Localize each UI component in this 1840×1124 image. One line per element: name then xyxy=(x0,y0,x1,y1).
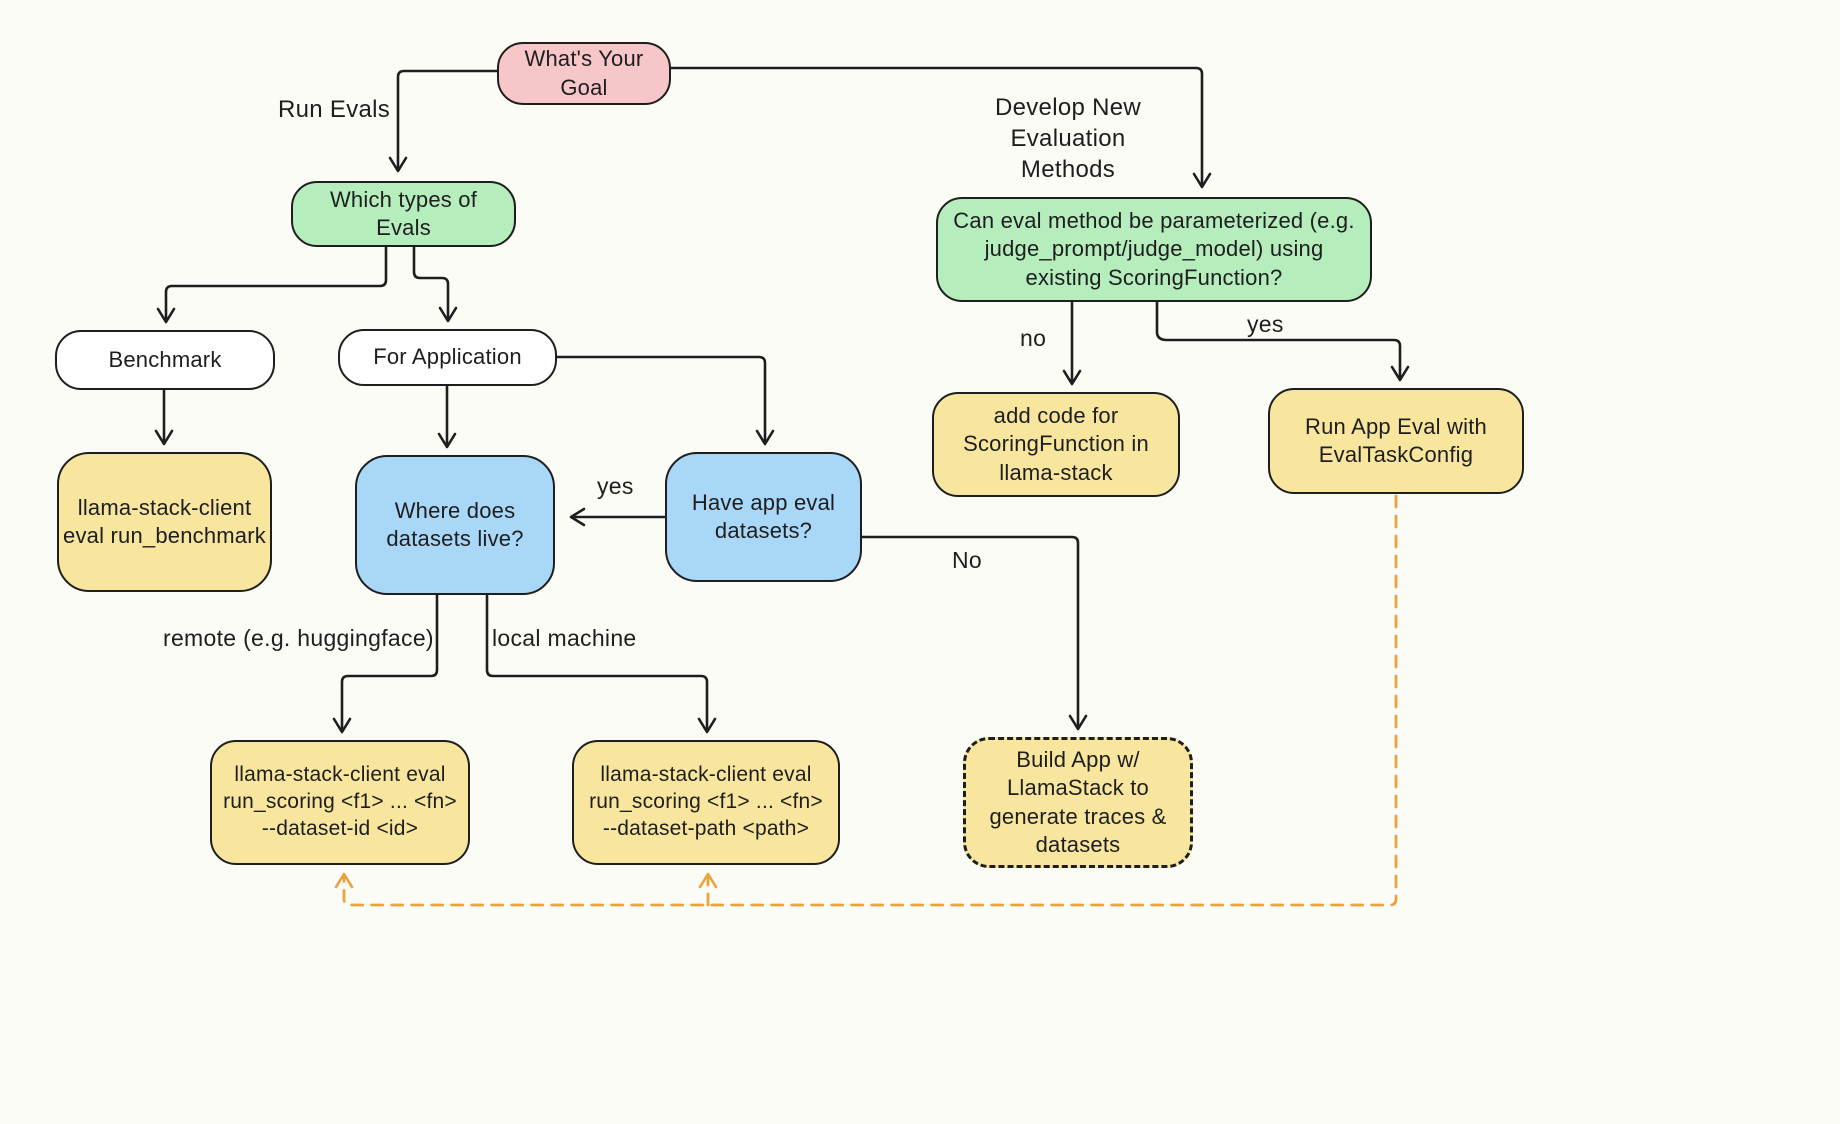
node-text: Benchmark xyxy=(108,346,222,372)
arrow-for-application-to-have-datasets xyxy=(557,357,765,443)
node-text: ScoringFunction in xyxy=(963,431,1149,457)
arrow-where-datasets-local-to-run-scoring-path xyxy=(487,595,707,731)
node-where-does-datasets-live xyxy=(355,455,555,595)
node-text: Have app eval xyxy=(691,489,836,515)
node-run-app-eval-with-evaltaskconfig xyxy=(1268,388,1524,494)
node-text: --dataset-id <id> xyxy=(261,816,419,840)
node-text: datasets live? xyxy=(386,526,524,551)
node-text: run_scoring <f1> ... <fn> xyxy=(589,790,823,814)
node-text: run_scoring <f1> ... <fn> xyxy=(223,790,457,814)
node-text: Run App Eval with xyxy=(1305,413,1487,439)
edge-label-run-evals: Run Evals xyxy=(278,96,391,123)
node-text: add code for xyxy=(993,403,1119,429)
arrow-where-datasets-remote-to-run-scoring-id xyxy=(342,595,437,731)
node-text: LlamaStack to xyxy=(1006,775,1149,801)
node-can-eval-method-be-parameterized xyxy=(936,197,1372,302)
node-which-types-of-evals xyxy=(291,181,516,247)
edge-label-local-machine: local machine xyxy=(492,625,637,651)
node-text: What's Your xyxy=(524,46,644,72)
node-text: existing ScoringFunction? xyxy=(1025,264,1283,290)
node-run-benchmark-command xyxy=(57,452,272,592)
node-text: Goal xyxy=(560,74,608,100)
node-text: datasets xyxy=(1035,831,1121,857)
node-text: llama-stack-client eval xyxy=(234,763,446,787)
node-for-application xyxy=(338,329,557,386)
edge-label-no-have-datasets: No xyxy=(952,547,983,573)
edge-label-no-parameterized: no xyxy=(1020,325,1047,351)
node-run-scoring-dataset-path-command xyxy=(572,740,840,865)
node-text: eval run_benchmark xyxy=(63,523,266,548)
edge-label-develop-new-evaluation-methods xyxy=(938,92,1198,186)
node-build-app-with-llamastack xyxy=(963,737,1193,868)
arrow-goal-to-which-types xyxy=(398,71,497,170)
node-text: datasets? xyxy=(714,518,813,543)
node-text: generate traces & xyxy=(989,803,1167,829)
edge-label-remote-huggingface: remote (e.g. huggingface) xyxy=(163,625,434,651)
node-text: judge_prompt/judge_model) using xyxy=(984,236,1324,262)
node-have-app-eval-datasets xyxy=(665,452,862,582)
node-text: Where does xyxy=(394,497,516,523)
node-text: Evals xyxy=(376,215,431,240)
node-text: Which types of xyxy=(329,186,478,212)
node-text: Build App w/ xyxy=(1016,747,1140,773)
node-text: llama-stack-client eval xyxy=(600,763,812,787)
node-whats-your-goal xyxy=(497,42,671,105)
edge-label-yes-parameterized: yes xyxy=(1247,311,1284,337)
node-text: llama-stack xyxy=(999,459,1113,485)
node-text: --dataset-path <path> xyxy=(602,816,810,840)
node-benchmark xyxy=(55,330,275,390)
node-text: llama-stack-client xyxy=(77,494,252,520)
node-run-scoring-dataset-id-command xyxy=(210,740,470,865)
arrow-which-types-to-for-application xyxy=(414,247,448,320)
edge-label-yes-have-datasets: yes xyxy=(597,473,634,499)
node-add-code-for-scoringfunction xyxy=(932,392,1180,497)
node-text: For Application xyxy=(373,344,522,370)
node-text: Can eval method be parameterized (e.g. xyxy=(953,208,1355,234)
node-text: EvalTaskConfig xyxy=(1318,442,1474,467)
edge-label-text: Methods xyxy=(1020,156,1116,184)
edge-label-text: Develop New Evaluation xyxy=(994,94,1142,153)
arrow-which-types-to-benchmark xyxy=(166,247,386,321)
